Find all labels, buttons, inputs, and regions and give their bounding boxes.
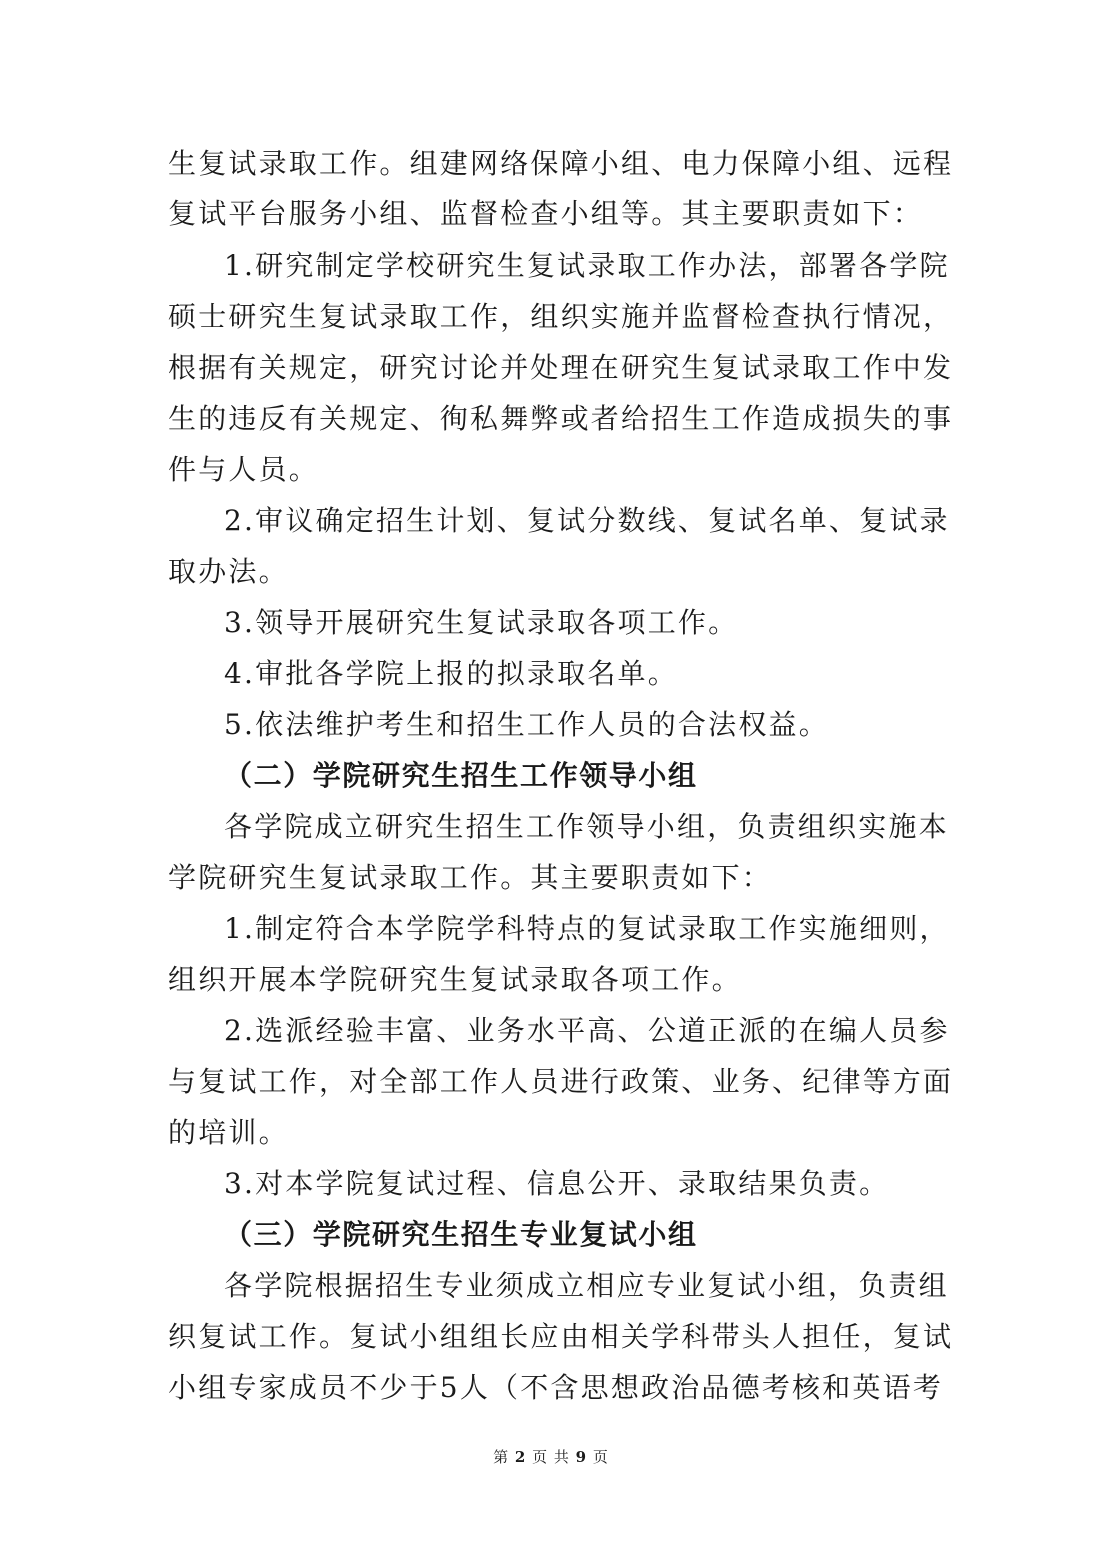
paragraph-line: 1.研究制定学校研究生复试录取工作办法，部署各学院 <box>224 249 950 282</box>
paragraph-line: 各学院成立研究生招生工作领导小组，负责组织实施本 <box>224 810 949 843</box>
paragraph-line: 复试平台服务小组、监督检查小组等。其主要职责如下： <box>168 197 924 230</box>
paragraph-line: 与复试工作，对全部工作人员进行政策、业务、纪律等方面 <box>168 1065 954 1098</box>
paragraph-line: 硕士研究生复试录取工作，组织实施并监督检查执行情况， <box>168 300 954 333</box>
footer-middle: 页 共 <box>532 1448 570 1466</box>
footer-prefix: 第 <box>493 1448 510 1466</box>
section-heading: （三）学院研究生招生专业复试小组 <box>224 1218 698 1251</box>
paragraph-line: 4.审批各学院上报的拟录取名单。 <box>224 657 678 690</box>
paragraph-line: 3.对本学院复试过程、信息公开、录取结果负责。 <box>224 1167 890 1200</box>
paragraph-line: 5.依法维护考生和招生工作人员的合法权益。 <box>224 708 829 741</box>
paragraph-line: 各学院根据招生专业须成立相应专业复试小组，负责组 <box>224 1269 949 1302</box>
paragraph-line: 组织开展本学院研究生复试录取各项工作。 <box>168 963 742 996</box>
paragraph-line: 学院研究生复试录取工作。其主要职责如下： <box>168 861 773 894</box>
paragraph-line: 取办法。 <box>168 555 289 588</box>
paragraph-line: 的培训。 <box>168 1116 289 1149</box>
paragraph-line: 1.制定符合本学院学科特点的复试录取工作实施细则， <box>224 912 950 945</box>
paragraph-line: 2.选派经验丰富、业务水平高、公道正派的在编人员参 <box>224 1014 950 1047</box>
paragraph-line: 根据有关规定，研究讨论并处理在研究生复试录取工作中发 <box>168 351 954 384</box>
footer-suffix: 页 <box>592 1448 609 1466</box>
page-footer <box>0 1446 1102 1468</box>
paragraph-line: 生复试录取工作。组建网络保障小组、电力保障小组、远程 <box>168 147 954 180</box>
page-number: 2 <box>514 1448 527 1466</box>
paragraph-line: 件与人员。 <box>168 453 320 486</box>
total-pages: 9 <box>575 1448 588 1466</box>
paragraph-line: 生的违反有关规定、徇私舞弊或者给招生工作造成损失的事 <box>168 402 954 435</box>
section-heading: （二）学院研究生招生工作领导小组 <box>224 759 698 792</box>
paragraph-line: 2.审议确定招生计划、复试分数线、复试名单、复试录 <box>224 504 950 537</box>
paragraph-line: 织复试工作。复试小组组长应由相关学科带头人担任，复试 <box>168 1320 954 1353</box>
paragraph-line: 小组专家成员不少于5人（不含思想政治品德考核和英语考 <box>168 1371 944 1404</box>
paragraph-line: 3.领导开展研究生复试录取各项工作。 <box>224 606 739 639</box>
